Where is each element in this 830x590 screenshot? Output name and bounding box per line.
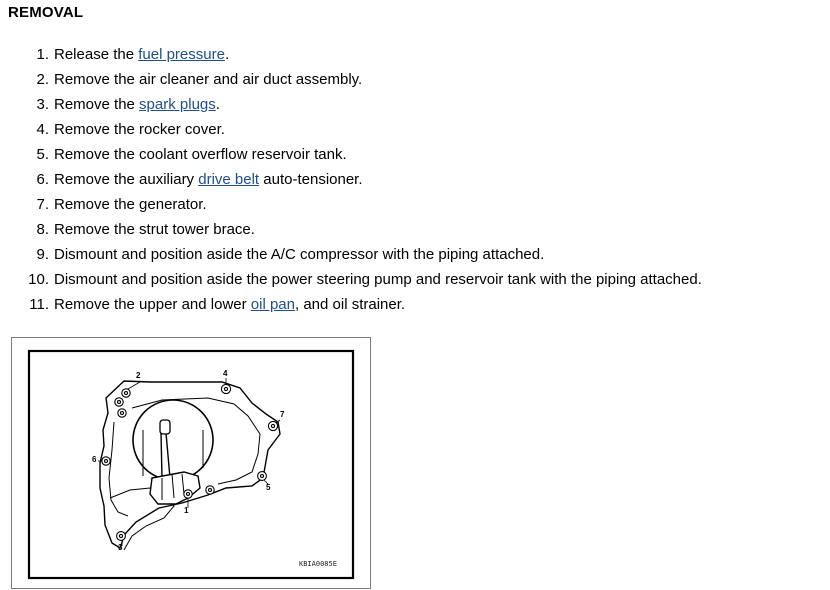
- step-item: [0, 145, 702, 170]
- step-item: [0, 95, 702, 120]
- step-number: 10.: [28, 271, 49, 288]
- step-number: 1.: [36, 46, 49, 63]
- step-item: [0, 270, 702, 295]
- step-text: auto-tensioner.: [259, 171, 363, 188]
- step-text: Remove the strut tower brace.: [54, 221, 255, 238]
- step-number: 11.: [29, 296, 49, 313]
- step-item: [0, 70, 702, 95]
- step-link[interactable]: oil pan: [250, 296, 295, 313]
- engine-diagram: [12, 338, 372, 590]
- step-text: Dismount and position aside the A/C compressor with the piping attached.: [54, 246, 545, 263]
- step-text: Remove the upper and lower: [54, 296, 251, 313]
- callout-label: 4: [223, 369, 228, 378]
- callout-label: 5: [266, 483, 271, 492]
- step-item: [0, 245, 702, 270]
- step-text: Remove the: [54, 96, 140, 113]
- step-number: 5.: [36, 146, 49, 163]
- step-number: 9.: [36, 246, 49, 263]
- callout-label: 2: [136, 371, 141, 380]
- step-item: [0, 220, 702, 245]
- removal-steps-list: [0, 45, 702, 320]
- step-link[interactable]: drive belt: [198, 171, 260, 188]
- callout-label: 7: [280, 410, 285, 419]
- callout-label: 3: [118, 543, 123, 552]
- step-text: Dismount and position aside the power steering pump and reservoir tank with the piping attached.: [54, 271, 702, 288]
- step-number: 2.: [36, 71, 49, 88]
- callout-label: 1: [184, 506, 189, 515]
- figure-code: KBIA0085E: [299, 560, 337, 568]
- step-link[interactable]: fuel pressure: [138, 46, 225, 63]
- step-number: 8.: [36, 221, 49, 238]
- step-text: .: [215, 96, 220, 113]
- step-number: 4.: [36, 121, 49, 138]
- step-text: .: [224, 46, 230, 63]
- engine-diagram-figure: [11, 337, 371, 589]
- step-text: Remove the generator.: [54, 196, 207, 213]
- step-text: Remove the coolant overflow reservoir tank.: [54, 146, 347, 163]
- step-item: [0, 195, 702, 220]
- step-number: 7.: [36, 196, 49, 213]
- step-number: 6.: [36, 171, 49, 188]
- step-text: , and oil strainer.: [294, 296, 406, 313]
- step-item: [0, 120, 702, 145]
- step-text: Remove the rocker cover.: [54, 121, 225, 138]
- step-text: Remove the auxiliary: [54, 171, 199, 188]
- step-link[interactable]: spark plugs: [139, 96, 216, 113]
- step-item: [0, 295, 702, 320]
- step-number: 3.: [36, 96, 49, 113]
- step-text: Remove the air cleaner and air duct assembly.: [54, 71, 363, 88]
- callout-label: 6: [92, 455, 97, 464]
- step-text: Release the: [54, 46, 139, 63]
- step-item: [0, 45, 702, 70]
- step-item: [0, 170, 702, 195]
- section-heading: REMOVAL: [8, 4, 84, 21]
